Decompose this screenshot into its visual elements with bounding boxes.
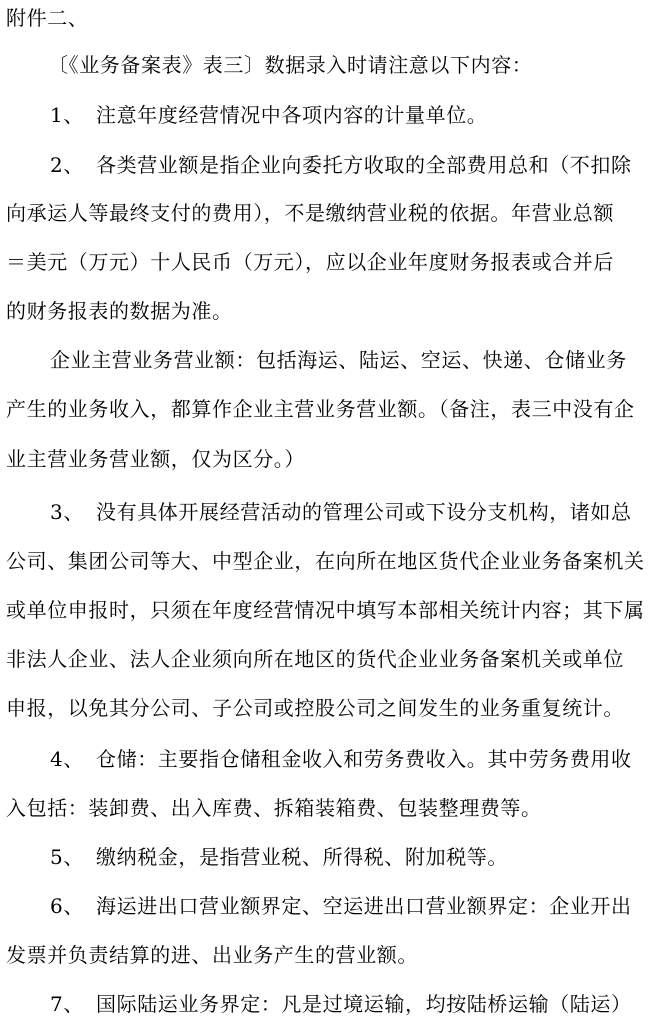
item-6-number: 6、	[50, 894, 84, 918]
item-2-number: 2、	[50, 153, 84, 177]
item-3-line-5: 申报，以免其分公司、子公司或控股公司之间发生的业务重复统计。	[6, 696, 624, 720]
attachment-header: 附件二、	[6, 6, 89, 30]
item-4-number: 4、	[50, 747, 84, 771]
intro-line: 〔《业务备案表》表三〕数据录入时请注意以下内容：	[48, 53, 533, 77]
item-3-line-3: 或单位申报时，只须在年度经营情况中填写本部相关统计内容；其下属	[6, 598, 645, 622]
item-5	[50, 838, 508, 876]
item-1-number: 1、	[50, 103, 84, 127]
item-3-line-4: 非法人企业、法人企业须向所在地区的货代企业业务备案机关或单位	[6, 647, 624, 671]
item-2-text: 各类营业额是指企业向委托方收取的全部费用总和（不扣除	[96, 153, 632, 177]
item-5-text: 缴纳税金，是指营业税、所得税、附加税等。	[96, 845, 508, 869]
item-4-text: 仓储：主要指仓储租金收入和劳务费收入。其中劳务费用收	[96, 747, 632, 771]
item-4-line-1	[50, 740, 632, 778]
item-2-line-1	[50, 146, 632, 184]
item-2-line-4: 的财务报表的数据为准。	[6, 299, 233, 323]
item-6-text: 海运进出口营业额界定、空运进出口营业额界定：企业开出	[96, 894, 632, 918]
item-5-number: 5、	[50, 845, 84, 869]
item-4-line-2: 入包括：装卸费、出入库费、拆箱装箱费、包装整理费等。	[6, 796, 542, 820]
item-6-line-2: 发票并负责结算的进、出业务产生的营业额。	[6, 943, 418, 967]
item-2-line-2: 向承运人等最终支付的费用），不是缴纳营业税的依据。年营业总额	[6, 201, 614, 225]
item-3-line-2: 公司、集团公司等大、中型企业，在向所在地区货代企业业务备案机关	[6, 549, 645, 573]
item-1	[50, 96, 487, 134]
main-business-line-2: 产生的业务收入，都算作企业主营业务营业额。（备注，表三中没有企	[6, 397, 635, 421]
item-2-line-3: ＝美元（万元）十人民币（万元），应以企业年度财务报表或合并后	[6, 250, 614, 274]
item-7	[50, 985, 632, 1023]
item-7-text: 国际陆运业务界定：凡是过境运输，均按陆桥运输（陆运）	[96, 992, 632, 1016]
item-6-line-1	[50, 887, 632, 925]
main-business-line-1: 企业主营业务营业额：包括海运、陆运、空运、快递、仓储业务	[50, 348, 627, 372]
item-1-text: 注意年度经营情况中各项内容的计量单位。	[96, 103, 488, 127]
item-3-number: 3、	[50, 500, 84, 524]
main-business-line-3: 业主营业务营业额，仅为区分。）	[6, 447, 305, 471]
item-3-line-1	[50, 493, 632, 531]
item-3-text: 没有具体开展经营活动的管理公司或下设分支机构，诸如总	[96, 500, 632, 524]
item-7-number: 7、	[50, 992, 84, 1016]
